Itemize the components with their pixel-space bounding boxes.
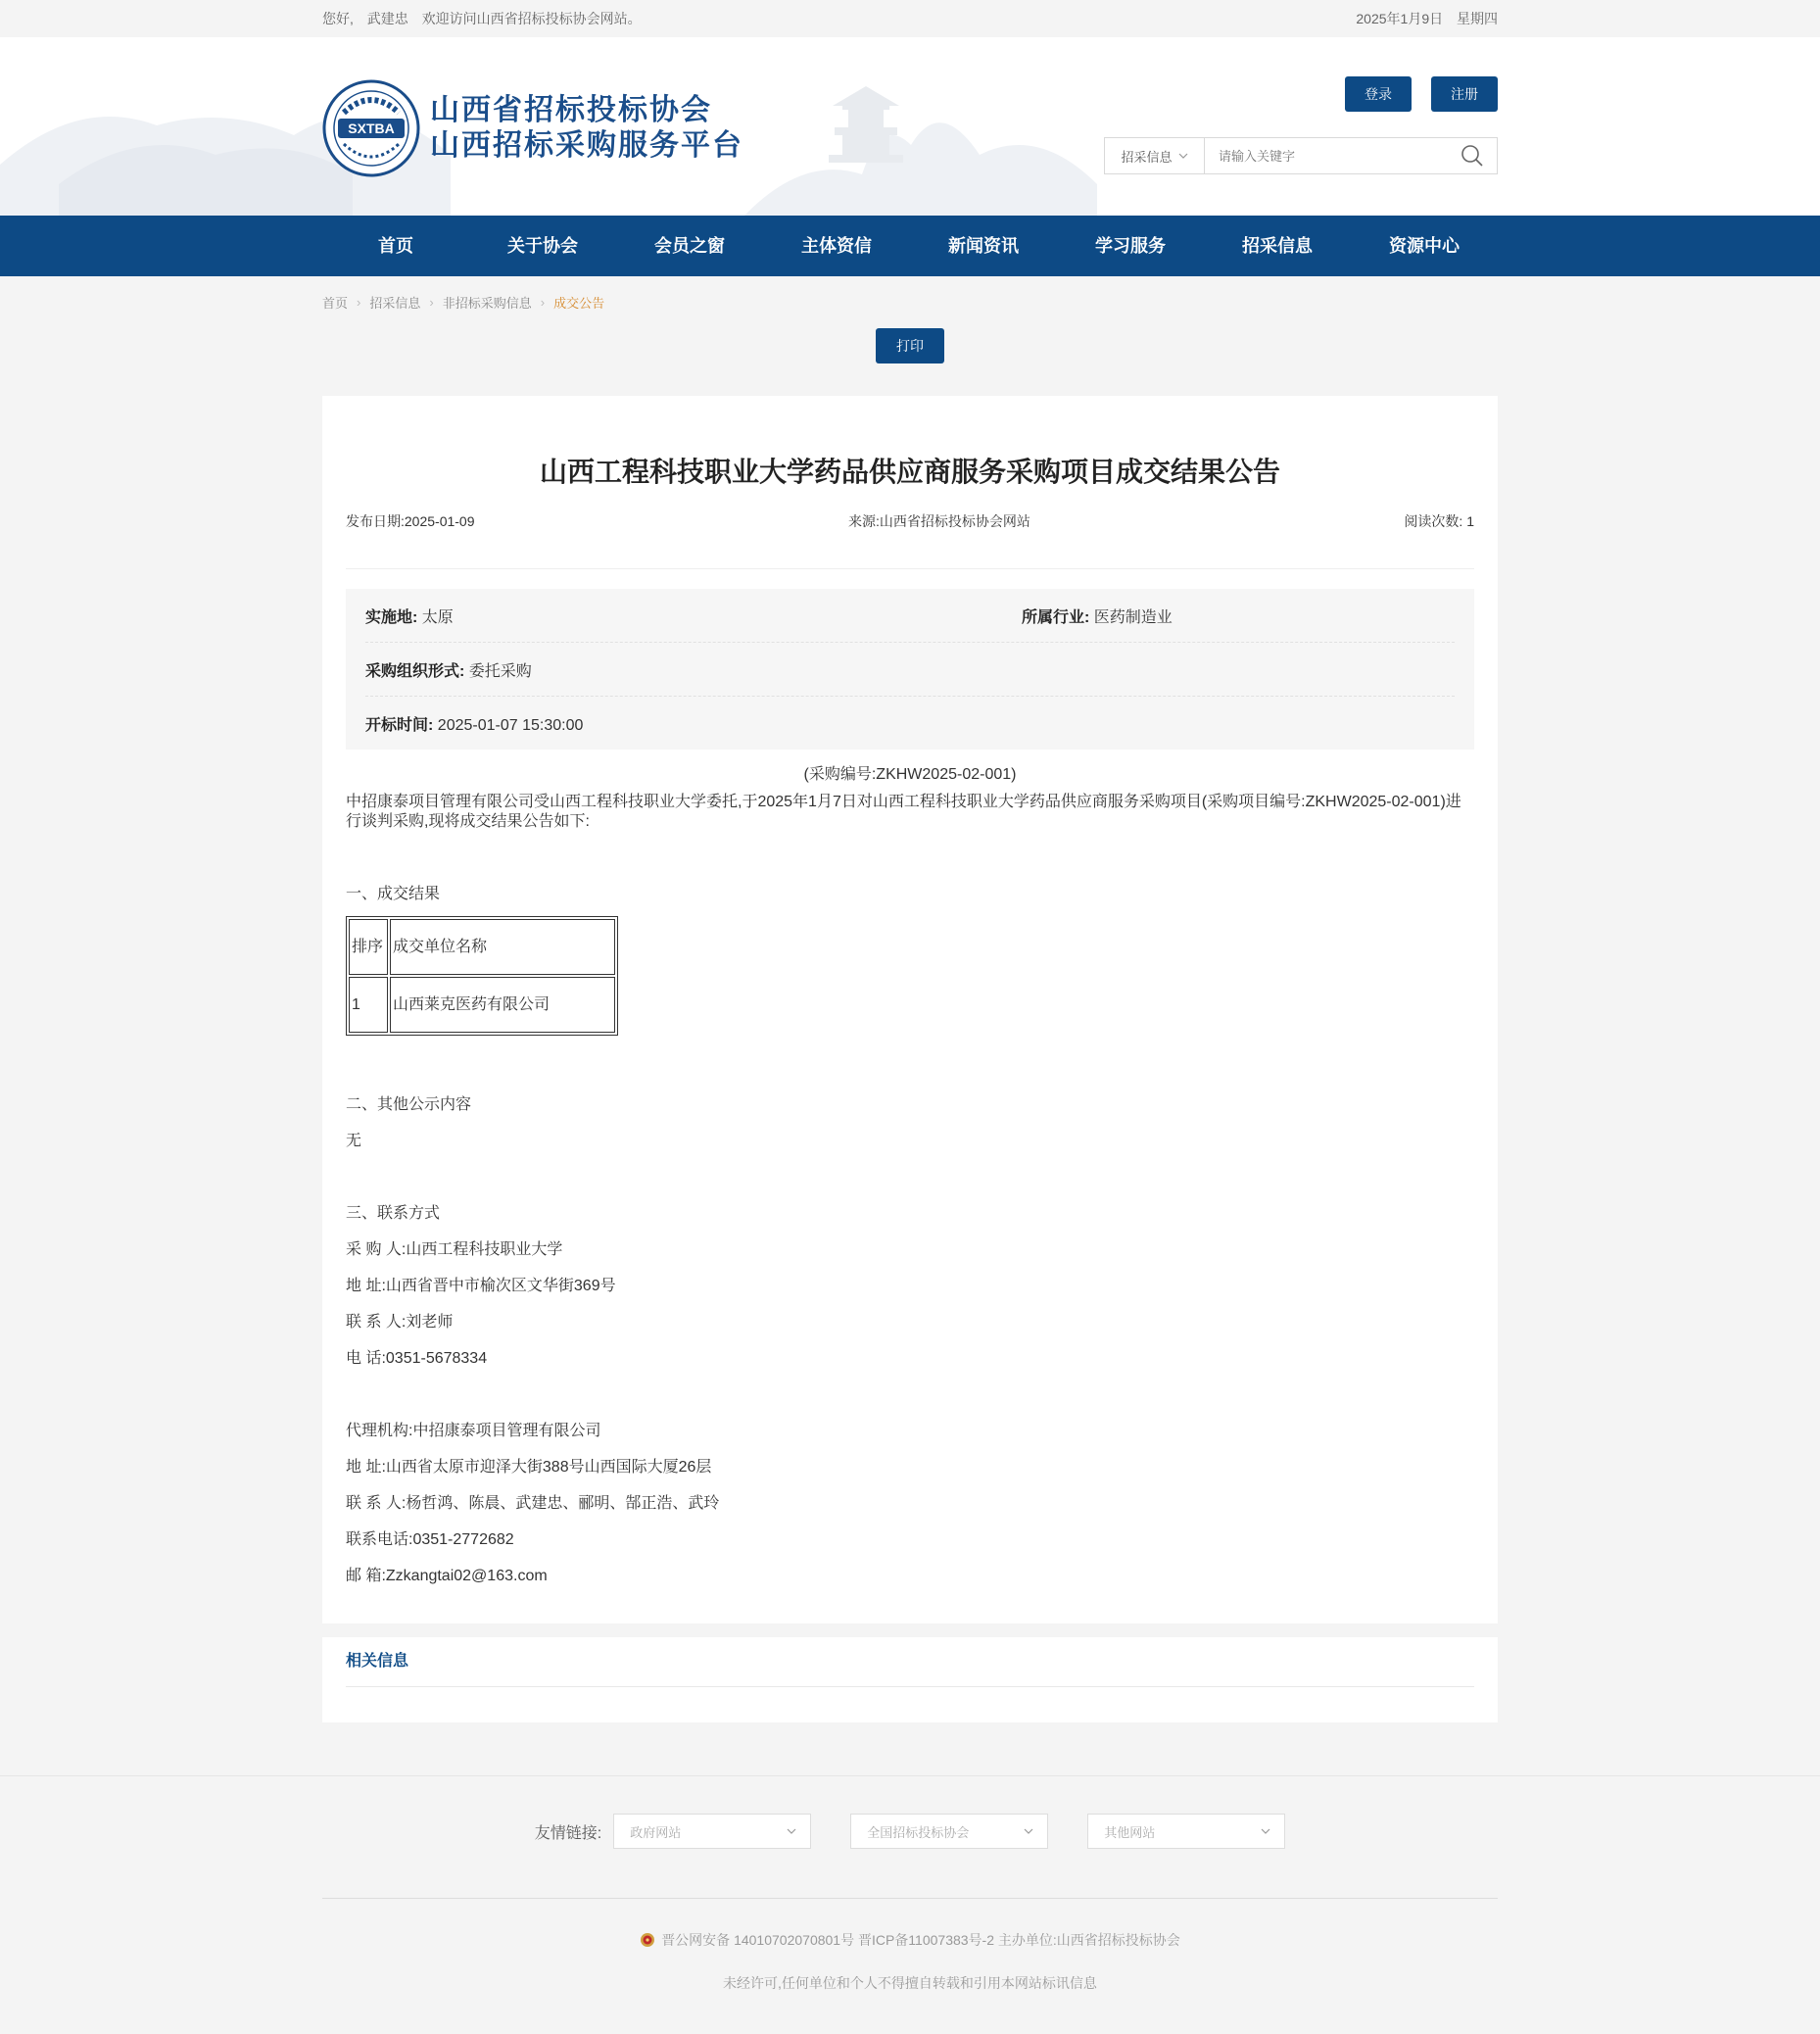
content-area xyxy=(322,276,1498,1722)
site-footer xyxy=(0,1775,1820,1993)
print-row xyxy=(322,327,1498,382)
police-badge-icon[interactable] xyxy=(640,1932,655,1948)
industry-label: 所属行业: xyxy=(1022,608,1090,626)
gov-sites-dropdown[interactable] xyxy=(613,1814,811,1849)
friend-links xyxy=(0,1814,1820,1849)
buyer-phone: 电 话:0351-5678334 xyxy=(346,1350,488,1367)
open-time-value: 2025-01-07 15:30:00 xyxy=(437,716,584,734)
other-sites-dropdown[interactable] xyxy=(1087,1814,1285,1849)
logo-title-line2: 山西招标采购服务平台 xyxy=(430,129,743,162)
breadcrumb-current: 成交公告 xyxy=(553,295,605,311)
section-3-title: 三、联系方式 xyxy=(346,1205,441,1222)
weekday-text: 星期四 xyxy=(1457,11,1498,26)
footer-notice: 未经许可,任何单位和个人不得擅自转载和引用本网站标讯信息 xyxy=(723,1975,1097,1991)
info-open-time xyxy=(365,712,583,735)
print-button[interactable]: 打印 xyxy=(876,328,944,363)
table-cell-company: 山西莱克医药有限公司 xyxy=(390,977,615,1033)
national-association-dropdown[interactable] xyxy=(850,1814,1048,1849)
other-sites-label: 其他网站 xyxy=(1104,1824,1156,1840)
article-body xyxy=(346,765,1474,1594)
table-header-rank: 排序 xyxy=(349,919,388,975)
greeting xyxy=(322,9,651,28)
search-category-label: 招采信息 xyxy=(1121,149,1173,165)
footer-icp xyxy=(0,1930,1820,1950)
table-header-company: 成交单位名称 xyxy=(390,919,615,975)
logo-title-line1: 山西省招标投标协会 xyxy=(430,94,712,126)
main-nav xyxy=(0,216,1820,276)
related-info-title: 相关信息 xyxy=(346,1637,1474,1687)
buyer-name: 采 购 人:山西工程科技职业大学 xyxy=(346,1241,563,1258)
info-row xyxy=(365,697,1455,750)
date-text: 2025年1月9日 xyxy=(1356,11,1444,26)
agency-name: 代理机构:中招康泰项目管理有限公司 xyxy=(346,1423,601,1439)
publish-date-label: 发布日期: xyxy=(346,513,405,529)
publish-date xyxy=(346,511,475,531)
result-table xyxy=(346,916,618,1036)
read-count-value: 1 xyxy=(1466,513,1474,529)
nav-item-about[interactable]: 关于协会 xyxy=(507,236,578,256)
chevron-down-icon xyxy=(787,1828,796,1834)
breadcrumb-procurement[interactable]: 招采信息 xyxy=(369,295,421,311)
association-seal-icon xyxy=(322,79,420,177)
info-industry xyxy=(1022,605,1173,627)
search-bar xyxy=(1104,137,1498,174)
login-button[interactable]: 登录 xyxy=(1345,76,1412,112)
source-value: 山西省招标投标协会网站 xyxy=(879,513,1030,529)
related-info-panel xyxy=(322,1637,1498,1722)
open-time-label: 开标时间: xyxy=(365,716,434,734)
national-association-label: 全国招标投标协会 xyxy=(867,1824,970,1840)
procurement-code: (采购编号:ZKHW2025-02-001) xyxy=(803,766,1017,783)
current-date xyxy=(1346,9,1498,28)
icp-text[interactable]: 晋公网安备 14010702070801号 晋ICP备11007383号-2 主办单位:山西省招标投标协会 xyxy=(661,1932,1180,1948)
site-logo[interactable] xyxy=(322,79,743,177)
article-card xyxy=(322,396,1498,1623)
location-value: 太原 xyxy=(421,608,454,626)
nav-item-home[interactable]: 首页 xyxy=(378,236,413,256)
org-form-label: 采购组织形式: xyxy=(365,662,465,680)
article-title: 山西工程科技职业大学药品供应商服务采购项目成交结果公告 xyxy=(539,457,1280,487)
friend-links-label: 友情链接: xyxy=(534,1824,602,1842)
nav-item-procurement[interactable]: 招采信息 xyxy=(1242,236,1313,256)
nav-item-resources[interactable]: 资源中心 xyxy=(1389,236,1460,256)
org-form-value: 委托采购 xyxy=(468,662,532,680)
agency-phone: 联系电话:0351-2772682 xyxy=(346,1531,514,1548)
chevron-down-icon xyxy=(1261,1828,1270,1834)
info-location xyxy=(365,605,1022,627)
greeting-welcome: 欢迎访问山西省招标投标协会网站。 xyxy=(421,11,642,26)
industry-value: 医药制造业 xyxy=(1093,608,1173,626)
auth-buttons xyxy=(1345,76,1498,112)
breadcrumb-home[interactable]: 首页 xyxy=(322,295,349,311)
info-row xyxy=(365,589,1455,643)
greeting-user: 武建忠 xyxy=(366,11,408,26)
seal-text: SXTBA xyxy=(348,121,395,136)
logo-titles xyxy=(430,93,743,164)
gov-sites-label: 政府网站 xyxy=(630,1824,682,1840)
info-org-form xyxy=(365,658,532,681)
chevron-down-icon xyxy=(1024,1828,1033,1834)
breadcrumb-non-tender[interactable]: 非招标采购信息 xyxy=(442,295,532,311)
chevron-right-icon: › xyxy=(357,294,361,310)
search-input[interactable] xyxy=(1205,138,1448,173)
publish-date-value: 2025-01-09 xyxy=(404,513,475,529)
register-button[interactable]: 注册 xyxy=(1431,76,1498,112)
agency-contact: 联 系 人:杨哲鸿、陈晨、武建忠、郦明、郜正浩、武玲 xyxy=(346,1495,720,1512)
read-count xyxy=(1404,511,1474,531)
buyer-address: 地 址:山西省晋中市榆次区文华街369号 xyxy=(346,1278,616,1294)
article-source xyxy=(848,511,1030,531)
site-header xyxy=(0,37,1820,216)
table-header-row xyxy=(349,919,615,975)
project-info-box xyxy=(346,589,1474,750)
article-meta xyxy=(346,511,1474,569)
agency-address: 地 址:山西省太原市迎泽大街388号山西国际大厦26层 xyxy=(346,1459,712,1476)
chevron-right-icon: › xyxy=(429,294,434,310)
article-intro: 中招康泰项目管理有限公司受山西工程科技职业大学委托,于2025年1月7日对山西工程科技职业大学药品供应商服务采购项目(采购项目编号:ZKHW2025-02-001)进行谈判采购,现将成交结果公告如下: xyxy=(346,794,1461,830)
section-2-body: 无 xyxy=(346,1133,362,1149)
info-row xyxy=(365,643,1455,697)
section-1-title: 一、成交结果 xyxy=(346,886,441,902)
breadcrumb xyxy=(322,276,1498,327)
search-icon xyxy=(1461,144,1484,168)
table-row xyxy=(349,977,615,1033)
source-label: 来源: xyxy=(848,513,880,529)
search-button[interactable] xyxy=(1448,138,1497,173)
agency-email: 邮 箱:Zzkangtai02@163.com xyxy=(346,1568,548,1584)
top-bar xyxy=(0,0,1820,37)
read-count-label: 阅读次数: xyxy=(1404,513,1463,529)
nav-item-news[interactable]: 新闻资讯 xyxy=(948,236,1019,256)
nav-item-learning[interactable]: 学习服务 xyxy=(1095,236,1166,256)
table-cell-rank: 1 xyxy=(349,977,388,1033)
search-category-select[interactable] xyxy=(1105,138,1205,173)
buyer-contact: 联 系 人:刘老师 xyxy=(346,1314,454,1331)
footer-divider xyxy=(322,1898,1498,1899)
nav-item-credit[interactable]: 主体资信 xyxy=(801,236,872,256)
chevron-right-icon: › xyxy=(540,294,546,310)
chevron-down-icon xyxy=(1178,153,1188,159)
location-label: 实施地: xyxy=(365,608,418,626)
nav-item-members[interactable]: 会员之窗 xyxy=(654,236,725,256)
section-2-title: 二、其他公示内容 xyxy=(346,1096,472,1113)
greeting-hello: 您好, xyxy=(322,11,354,26)
